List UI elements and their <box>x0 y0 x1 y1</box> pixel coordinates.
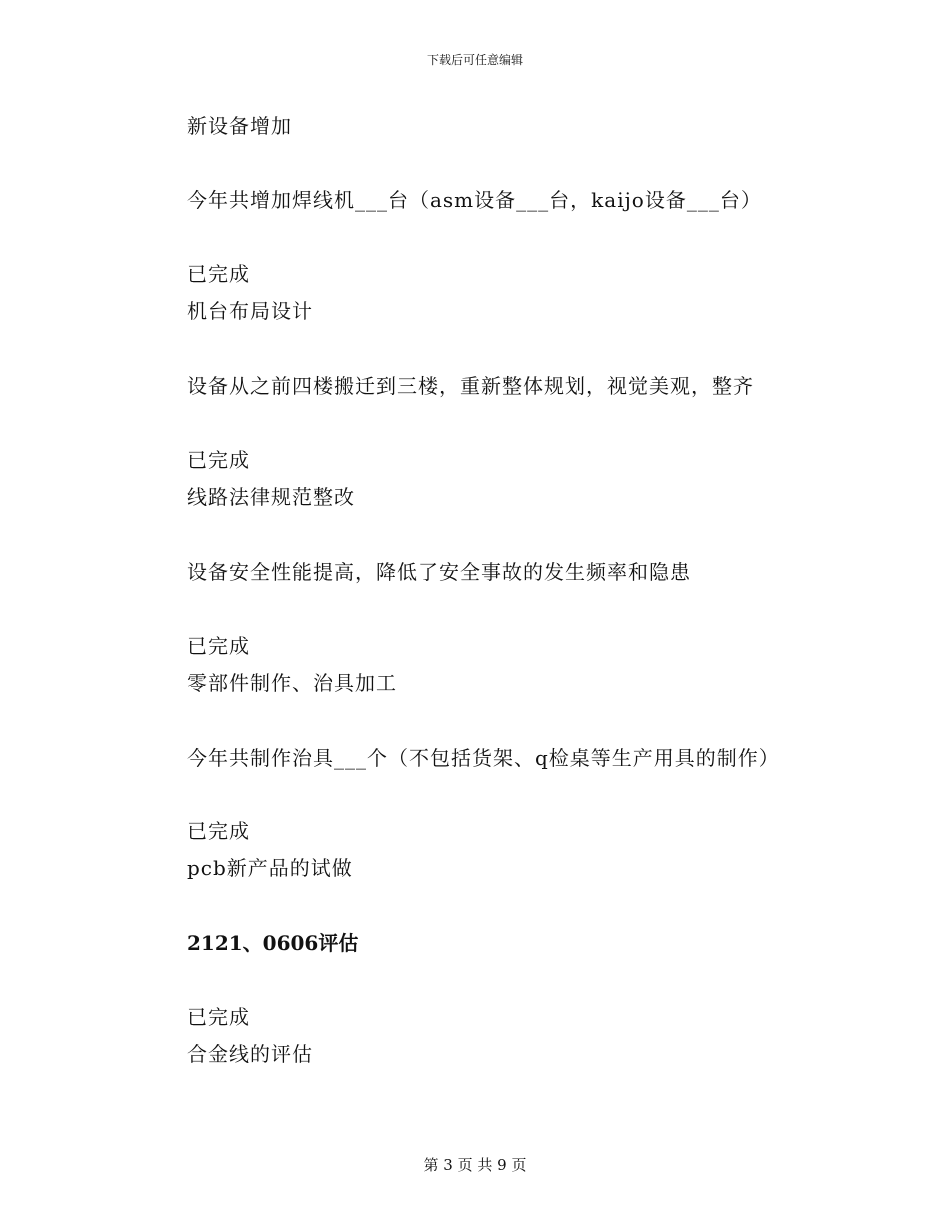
status-completed: 已完成 <box>187 448 250 472</box>
status-completed: 已完成 <box>187 634 250 658</box>
section-heading-pcb-trial: pcb新产品的试做 <box>187 856 353 880</box>
page-number-footer: 第 3 页 共 9 页 <box>423 1156 527 1174</box>
paragraph-equipment-count: 今年共增加焊线机___台（asm设备___台，kaijo设备___台） <box>187 188 762 212</box>
status-completed: 已完成 <box>187 262 250 286</box>
section-heading-parts-fixtures: 零部件制作、治具加工 <box>187 671 397 695</box>
status-completed: 已完成 <box>187 819 250 843</box>
section-heading-layout-design: 机台布局设计 <box>187 299 313 323</box>
section-heading-new-equipment: 新设备增加 <box>187 114 292 138</box>
paragraph-evaluation-models: 2121、0606评估 <box>187 931 359 955</box>
section-heading-alloy-wire: 合金线的评估 <box>187 1042 313 1066</box>
paragraph-relocation: 设备从之前四楼搬迁到三楼，重新整体规划，视觉美观，整齐 <box>187 374 754 398</box>
status-completed: 已完成 <box>187 1005 250 1029</box>
section-heading-wiring-rectification: 线路法律规范整改 <box>187 485 355 509</box>
paragraph-safety: 设备安全性能提高，降低了安全事故的发生频率和隐患 <box>187 560 691 584</box>
page-header-note: 下载后可任意编辑 <box>426 53 523 67</box>
paragraph-fixtures-count: 今年共制作治具___个（不包括货架、q检桌等生产用具的制作） <box>187 746 780 770</box>
